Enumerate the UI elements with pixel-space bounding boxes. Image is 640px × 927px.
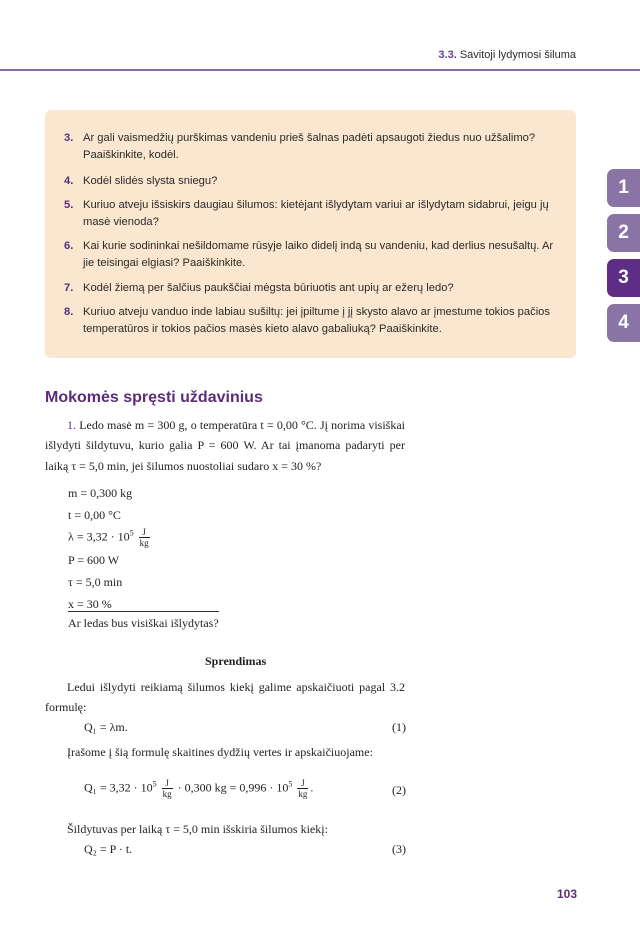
chapter-tab-2[interactable]: 2 [607,214,640,252]
given-lambda [68,527,152,548]
chapter-tab-4[interactable]: 4 [607,304,640,342]
question-number: 4. [64,175,74,187]
solution-title: Sprendimas [205,654,267,668]
given-temperature: t = 0,00 °C [68,508,121,522]
equation-1: Q₁ = λm. [84,720,128,734]
given-mass: m = 0,300 kg [68,486,133,500]
unit-denominator: kg [162,789,172,799]
section-heading: Mokomės spręsti uždavinius [45,389,263,406]
question-number: 5. [64,199,74,211]
given-time: τ = 5,0 min [68,575,123,589]
unit-denominator: kg [298,789,308,799]
question-item [64,280,560,297]
question-item [64,197,560,230]
question-item [64,238,560,271]
eq2-part-a: Q₁ = 3,32 · 10 [84,780,153,795]
unit-denominator: kg [139,538,149,548]
unit-numerator: J [297,778,308,789]
equation-3: Q₂ = P · t. [84,842,133,856]
lambda-exponent: 5 [129,528,134,538]
unit-numerator: J [139,527,150,538]
question-text: Ar gali vaismedžių purškimas vandeniu prieš šalnas padėti apsaugoti žiedus nuo užšalimo? Paaiškinkite, kodėl. [83,132,536,161]
eq2-unit-2 [297,778,308,799]
question-text: Kodėl žiemą per šalčius paukščiai mėgsta būriuotis ant upių ar ežerų ledo? [83,282,454,294]
question-item [64,173,560,190]
eq2-end: . [310,780,314,795]
given-divider [68,611,219,612]
lambda-unit [139,527,150,548]
equation-2-number: (2) [392,783,406,797]
header-section-number: 3.3. [438,49,457,61]
eq2-unit-1 [162,778,173,799]
equation-1-number: (1) [392,720,406,734]
question-number: 6. [64,240,74,252]
problem-statement [45,415,405,476]
page-number: 103 [557,887,578,901]
question-text: Kuriuo atveju išsiskirs daugiau šilumos: kietėjant išlydytam variui ar išlydytam sidabrui, jeigu jų masė vienoda? [83,199,549,228]
running-header [438,49,576,61]
eq2-exponent-1: 5 [152,779,157,789]
question-number: 8. [64,306,74,318]
question-text: Kuriuo atveju vanduo inde labiau sušiltų: jei įpiltume į jį skysto alavo ar įmestume tokios pačios temperatūros ir tokios pačios masės kieto alavo gabaliuką? Paaiškinkite. [83,306,551,335]
problem-question: Ar ledas bus visiškai išlydytas? [68,616,219,630]
given-power: P = 600 W [68,553,120,567]
question-text: Kodėl slidės slysta sniegu? [83,175,218,187]
lambda-value: λ = 3,32 · 10 [68,529,130,544]
equation-3-number: (3) [392,842,406,856]
equation-2 [84,778,313,799]
chapter-tab-3[interactable]: 3 [607,259,640,297]
solution-intro: Ledui išlydyti reikiamą šilumos kiekį galime apskaičiuoti pagal 3.2 formulę: [45,680,405,715]
problem-text: Ledo masė m = 300 g, o temperatūra t = 0,00 °C. Jį norima visiškai išlydyti šildytuvu, kurio galia P = 600 W. Ar tai įmanoma padaryti per laiką τ = 5,0 min, jei šilumos nuostoliai sudaro x = 30 %? [45,418,406,473]
question-item [64,130,560,163]
question-item [64,304,560,337]
question-text: Kai kurie sodininkai nešildomame rūsyje laiko didelį indą su vandeniu, kad derlius nesušaltų. Ar jie teisingai elgiasi? Paaiškinkite. [83,240,554,269]
eq2-exponent-2: 5 [288,779,293,789]
question-number: 3. [64,132,74,144]
given-losses: x = 30 % [68,597,112,611]
question-number: 7. [64,282,74,294]
header-divider [0,69,640,71]
solution-intro-2: Įrašome į šią formulę skaitines dydžių vertes ir apskaičiuojame: [67,745,373,759]
problem-number: 1. [67,418,76,432]
unit-numerator: J [162,778,173,789]
solution-intro-3: Šildytuvas per laiką τ = 5,0 min išskiria šilumos kiekį: [67,822,328,836]
header-section-title: Savitoji lydymosi šiluma [459,49,576,61]
eq2-part-b: · 0,300 kg = 0,996 · 10 [174,780,289,795]
chapter-tab-1[interactable]: 1 [607,169,640,207]
